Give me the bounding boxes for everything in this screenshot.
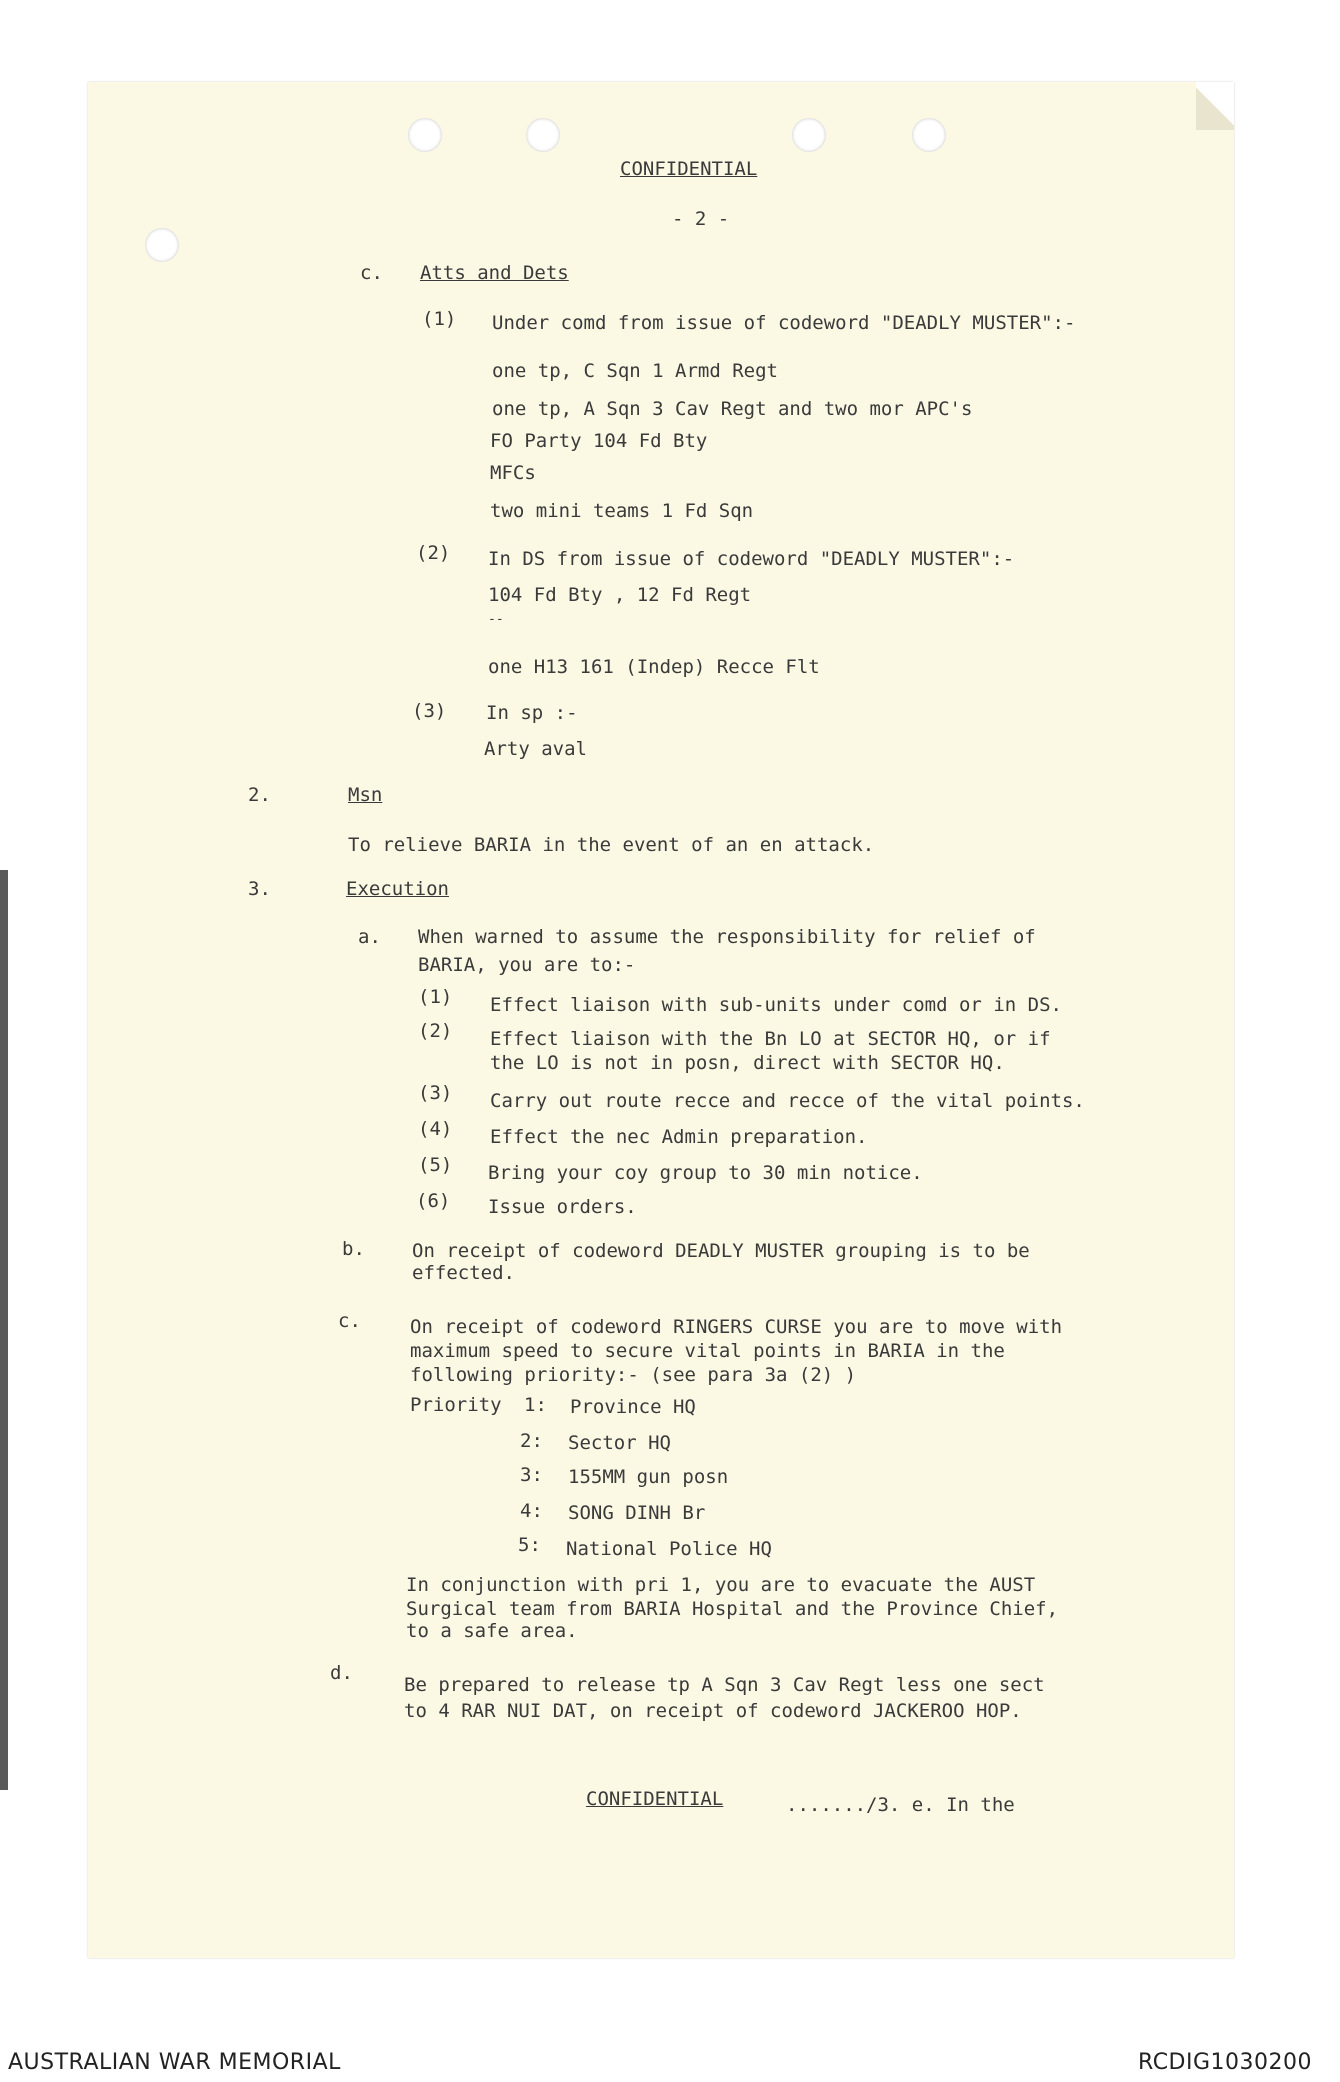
sub3-text: In sp :- [486, 702, 578, 724]
priority-label: Priority [410, 1394, 502, 1416]
para3-title: Execution [346, 878, 449, 900]
folded-corner [1196, 82, 1234, 130]
page-number: - 2 - [672, 208, 730, 230]
para3b-label: b. [342, 1238, 365, 1260]
archive-credit: AUSTRALIAN WAR MEMORIAL [8, 2050, 341, 2075]
priority-item: Sector HQ [568, 1432, 671, 1454]
archive-id: RCDIG1030200 [1138, 2050, 1313, 2075]
priority-num: 1: [524, 1394, 547, 1416]
para3a-item: Effect liaison with the Bn LO at SECTOR HQ, or if [490, 1028, 1051, 1050]
sub1-item: two mini teams 1 Fd Sqn [490, 500, 754, 522]
priority-num: 2: [520, 1430, 543, 1452]
para3c-line: maximum speed to secure vital points in BARIA in the [410, 1340, 1005, 1362]
header-classification: CONFIDENTIAL [620, 158, 758, 180]
para3a-item: Issue orders. [488, 1196, 637, 1218]
priority-num: 3: [520, 1464, 543, 1486]
priority-num: 4: [520, 1500, 543, 1522]
para3d-label: d. [330, 1662, 353, 1684]
sub1-item: MFCs [490, 462, 536, 484]
sub2-text: In DS from issue of codeword "DEADLY MUSTER":- [488, 548, 1015, 570]
section-c-title: Atts and Dets [420, 262, 569, 284]
punch-hole [408, 118, 442, 152]
para3a-item-num: (3) [418, 1082, 453, 1104]
para2-title: Msn [348, 784, 383, 806]
para2-num: 2. [248, 784, 271, 806]
sub1-text: Under comd from issue of codeword "DEADLY MUSTER":- [492, 312, 1076, 334]
priority-item: SONG DINH Br [568, 1502, 706, 1524]
punch-hole [912, 118, 946, 152]
footer-continuation: ....... [786, 1794, 867, 1816]
punch-hole [145, 228, 179, 262]
para2-text: To relieve BARIA in the event of an en attack. [348, 834, 875, 856]
para3a-label: a. [358, 926, 381, 948]
para3a-item: Effect the nec Admin preparation. [490, 1126, 868, 1148]
sub2-num: (2) [416, 542, 451, 564]
footer-classification: CONFIDENTIAL [586, 1788, 724, 1810]
priority-item: Province HQ [570, 1396, 696, 1418]
priority-item: 155MM gun posn [568, 1466, 729, 1488]
sub1-item: one tp, A Sqn 3 Cav Regt and two mor APC's [492, 398, 973, 420]
para3a-item-num: (6) [416, 1190, 451, 1212]
sub2-item: 104 Fd Bty , 12 Fd Regt [488, 584, 752, 606]
para3a-item: Bring your coy group to 30 min notice. [488, 1162, 923, 1184]
punch-hole [792, 118, 826, 152]
priority-item: National Police HQ [566, 1538, 772, 1560]
para3a-item-num: (1) [418, 986, 453, 1008]
para3c-after: to a safe area. [406, 1620, 578, 1642]
para3a-item: Effect liaison with sub-units under comd or in DS. [490, 994, 1062, 1016]
para3b-line: On receipt of codeword DEADLY MUSTER grouping is to be [412, 1240, 1030, 1262]
para3-num: 3. [248, 878, 271, 900]
sub1-item: one tp, C Sqn 1 Armd Regt [492, 360, 778, 382]
footer-continuation-ref: /3. e. In the [866, 1794, 1015, 1816]
sub3-item: Arty aval [484, 738, 587, 760]
sub1-item: FO Party 104 Fd Bty [490, 430, 708, 452]
para3b-line: effected. [412, 1262, 515, 1284]
para3a-item-num: (4) [418, 1118, 453, 1140]
para3a-item-num: (2) [418, 1020, 453, 1042]
para3c-line: On receipt of codeword RINGERS CURSE you are to move with [410, 1316, 1063, 1338]
para3d-line: Be prepared to release tp A Sqn 3 Cav Regt less one sect [404, 1674, 1045, 1696]
para3c-label: c. [338, 1310, 361, 1332]
para3a-item: Carry out route recce and recce of the vital points. [490, 1090, 1085, 1112]
para3c-after: Surgical team from BARIA Hospital and the Province Chief, [406, 1598, 1059, 1620]
para3a-line: BARIA, you are to:- [418, 954, 636, 976]
sub1-num: (1) [422, 308, 457, 330]
scan-edge [0, 870, 8, 1790]
para3a-item-num: (5) [418, 1154, 453, 1176]
para3c-line: following priority:- (see para 3a (2) ) [410, 1364, 857, 1386]
punch-hole [526, 118, 560, 152]
sub2-item: -- [488, 612, 504, 627]
para3c-after: In conjunction with pri 1, you are to evacuate the AUST [406, 1574, 1036, 1596]
para3a-line: When warned to assume the responsibility for relief of [418, 926, 1036, 948]
section-c-label: c. [360, 262, 383, 284]
para3d-line: to 4 RAR NUI DAT, on receipt of codeword JACKEROO HOP. [404, 1700, 1022, 1722]
para3a-item: the LO is not in posn, direct with SECTOR HQ. [490, 1052, 1005, 1074]
sub3-num: (3) [412, 700, 447, 722]
priority-num: 5: [518, 1534, 541, 1556]
sub2-item: one H13 161 (Indep) Recce Flt [488, 656, 820, 678]
